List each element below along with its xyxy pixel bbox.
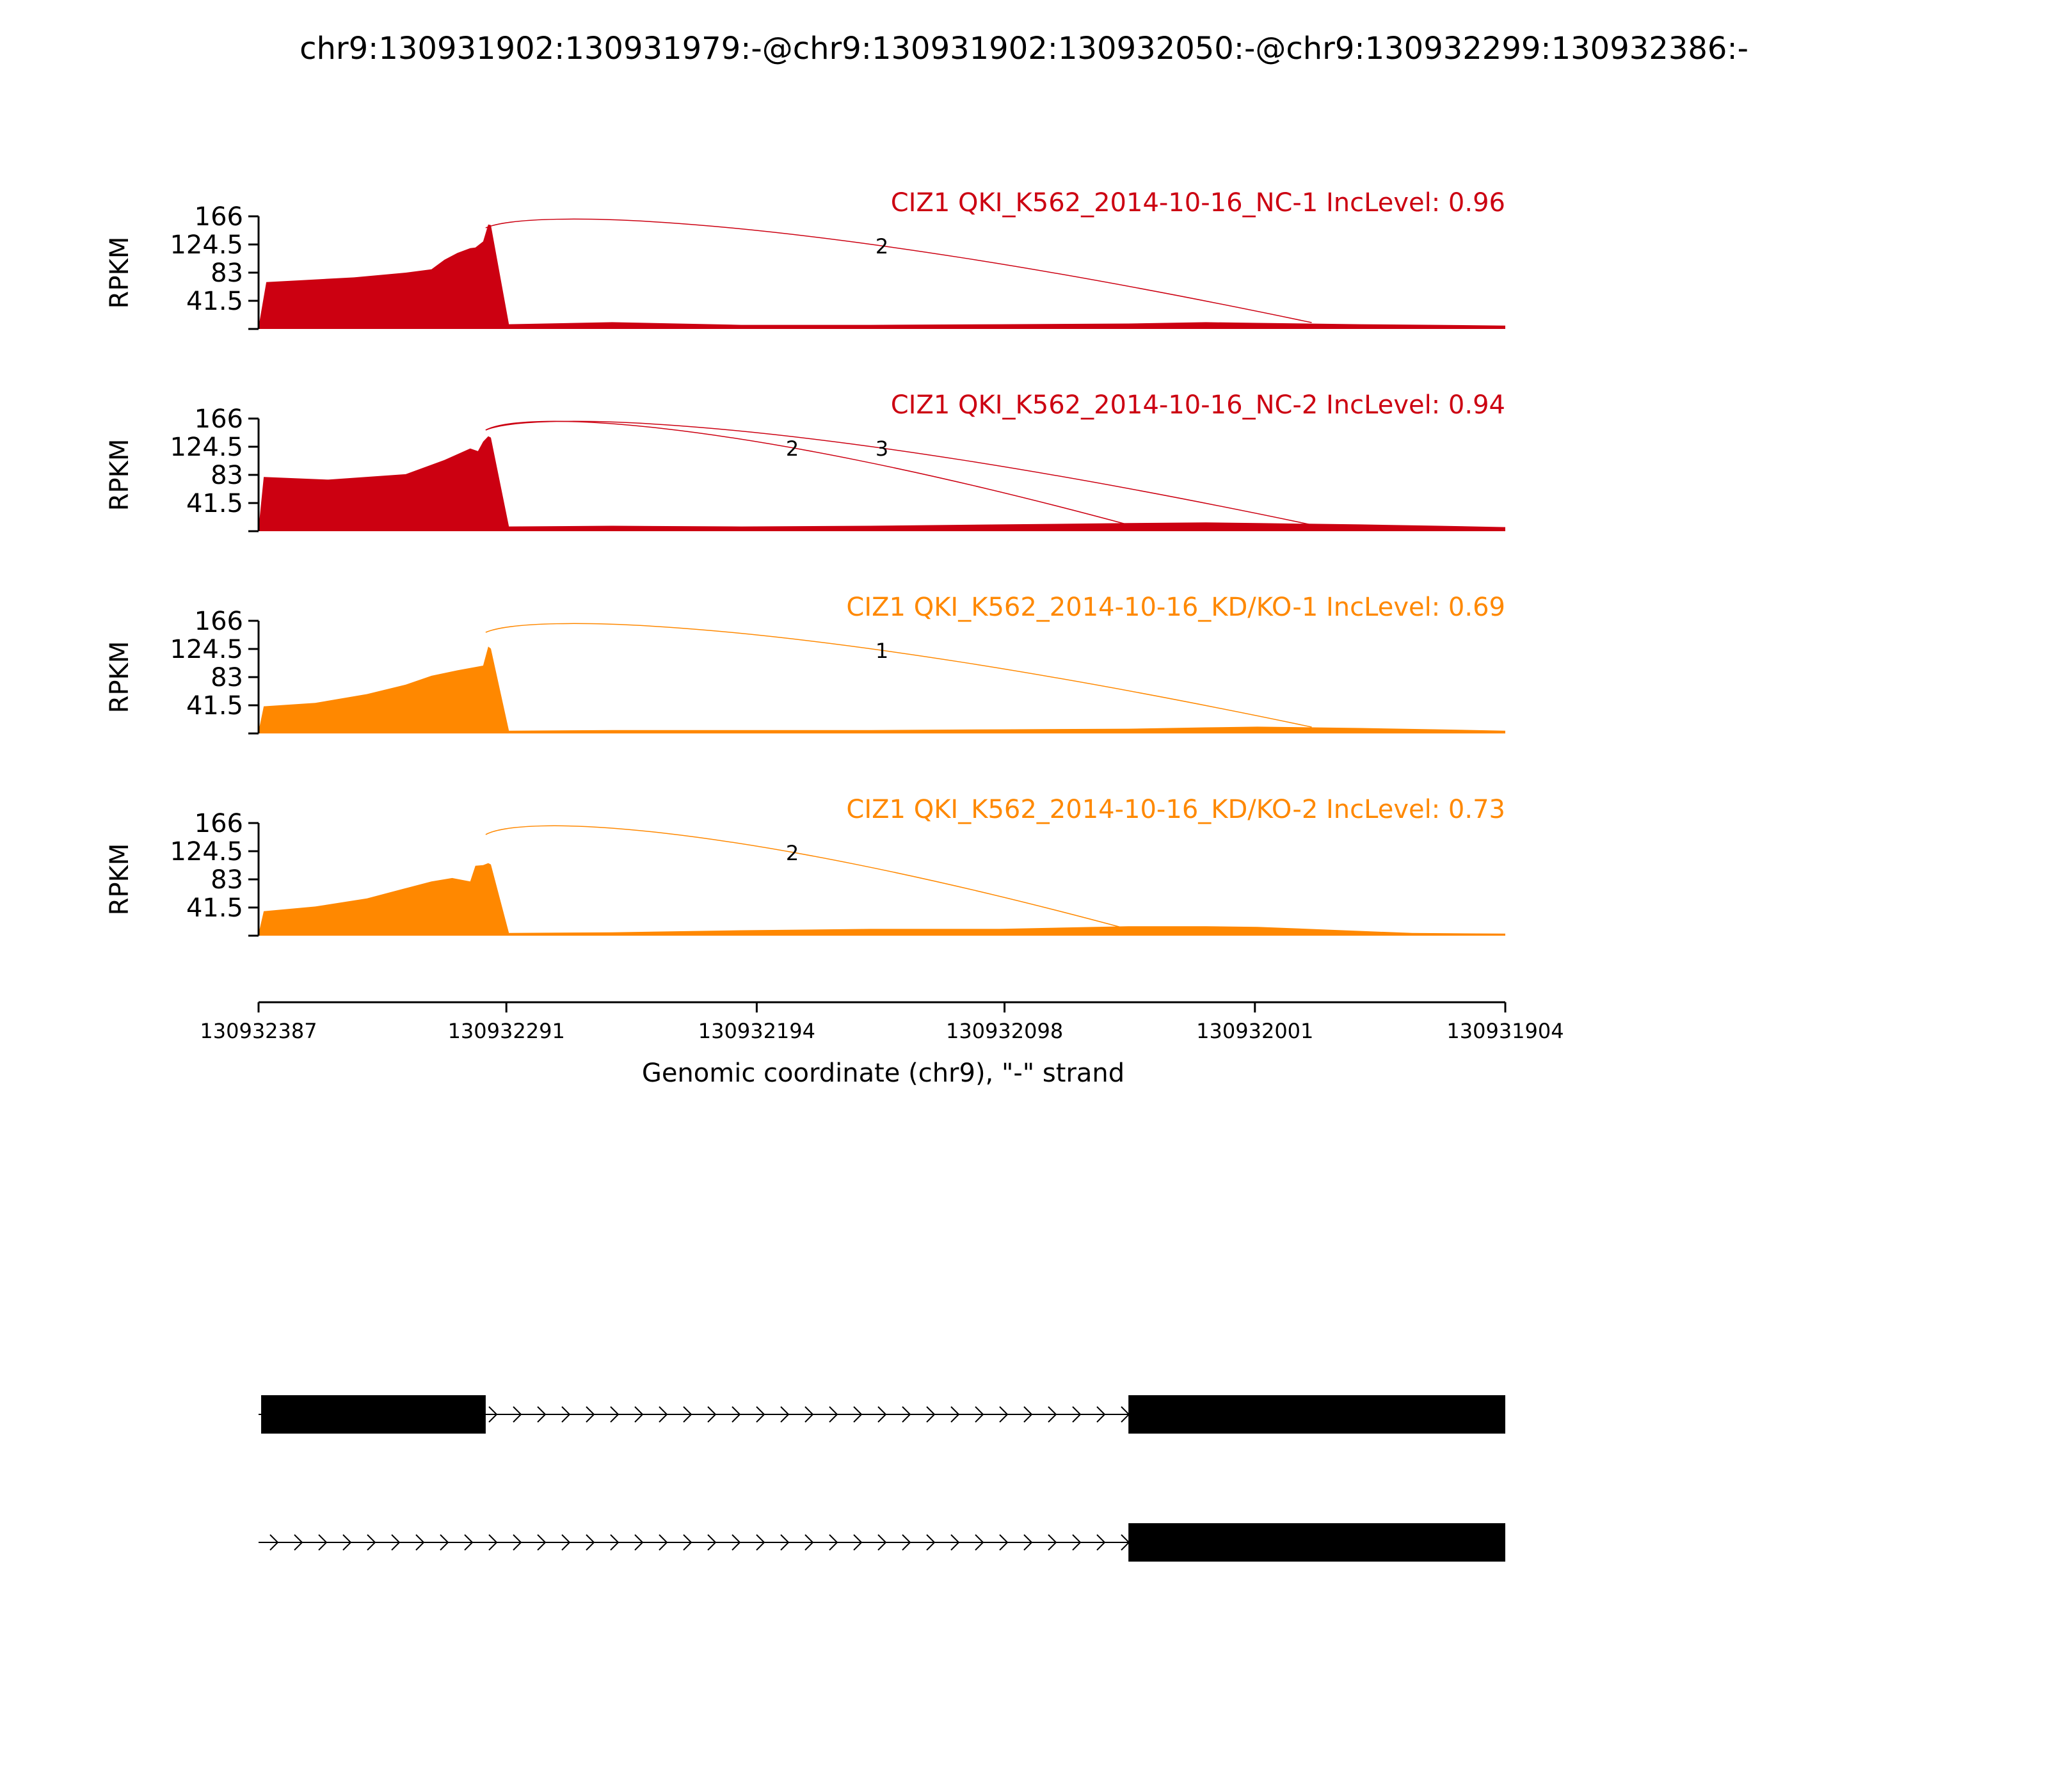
- x-tick-label: 130932001: [1196, 1019, 1314, 1043]
- junction-arc: [486, 421, 1312, 525]
- coverage-panel: [105, 593, 1505, 733]
- junction-count: 2: [875, 234, 889, 259]
- y-axis-label: RPKM: [105, 438, 134, 511]
- coverage-panel: [105, 795, 1505, 936]
- x-tick-label: 130932387: [200, 1019, 317, 1043]
- y-tick-label: 83: [211, 663, 243, 692]
- junction-count: 3: [875, 436, 889, 461]
- coverage-panel: [105, 188, 1505, 329]
- x-tick-label: 130931904: [1446, 1019, 1564, 1043]
- transcript-model: [259, 1395, 1505, 1434]
- y-axis-label: RPKM: [105, 843, 134, 916]
- y-tick-label: 83: [211, 461, 243, 490]
- junction-arc: [486, 421, 1128, 525]
- y-tick-label: 41.5: [186, 893, 243, 923]
- x-tick-label: 130932194: [698, 1019, 816, 1043]
- series-title: CIZ1 QKI_K562_2014-10-16_KD/KO-2 IncLevel: 0.73: [846, 795, 1505, 824]
- transcript-models: [259, 1395, 1505, 1562]
- y-tick-label: 166: [194, 809, 243, 838]
- coverage-panel: [105, 390, 1505, 531]
- exon-block: [1128, 1395, 1505, 1434]
- y-axis-label: RPKM: [105, 641, 134, 714]
- exon-block: [261, 1395, 486, 1434]
- y-tick-label: 124.5: [170, 230, 243, 260]
- junction-arc: [486, 623, 1312, 727]
- x-tick-label: 130932291: [447, 1019, 565, 1043]
- y-tick-label: 124.5: [170, 433, 243, 462]
- y-tick-label: 166: [194, 202, 243, 232]
- y-tick-label: 41.5: [186, 287, 243, 316]
- coverage-area: [259, 863, 1505, 936]
- series-title: CIZ1 QKI_K562_2014-10-16_NC-1 IncLevel: 0.96: [890, 188, 1505, 218]
- transcript-model: [259, 1523, 1505, 1562]
- y-tick-label: 166: [194, 404, 243, 434]
- junction-count: 1: [875, 639, 889, 663]
- series-title: CIZ1 QKI_K562_2014-10-16_NC-2 IncLevel: 0.94: [890, 390, 1505, 420]
- x-axis: [200, 1002, 1564, 1043]
- y-tick-label: 124.5: [170, 635, 243, 664]
- coverage-panels: [105, 188, 1505, 936]
- x-axis-label: Genomic coordinate (chr9), "-" strand: [641, 1059, 1125, 1088]
- junction-count: 2: [785, 841, 799, 865]
- exon-block: [1128, 1523, 1505, 1562]
- junction-arc: [486, 826, 1128, 929]
- series-title: CIZ1 QKI_K562_2014-10-16_KD/KO-1 IncLevel: 0.69: [846, 593, 1505, 622]
- y-tick-label: 83: [211, 865, 243, 895]
- junction-arc: [486, 219, 1312, 323]
- y-axis-label: RPKM: [105, 236, 134, 309]
- y-tick-label: 124.5: [170, 837, 243, 867]
- figure-title: chr9:130931902:130931979:-@chr9:130931902:130932050:-@chr9:130932299:130932386:-: [300, 31, 1748, 67]
- y-tick-label: 83: [211, 259, 243, 288]
- y-tick-label: 41.5: [186, 691, 243, 721]
- x-tick-label: 130932098: [945, 1019, 1064, 1043]
- y-tick-label: 166: [194, 607, 243, 636]
- y-tick-label: 41.5: [186, 489, 243, 518]
- junction-count: 2: [785, 436, 799, 461]
